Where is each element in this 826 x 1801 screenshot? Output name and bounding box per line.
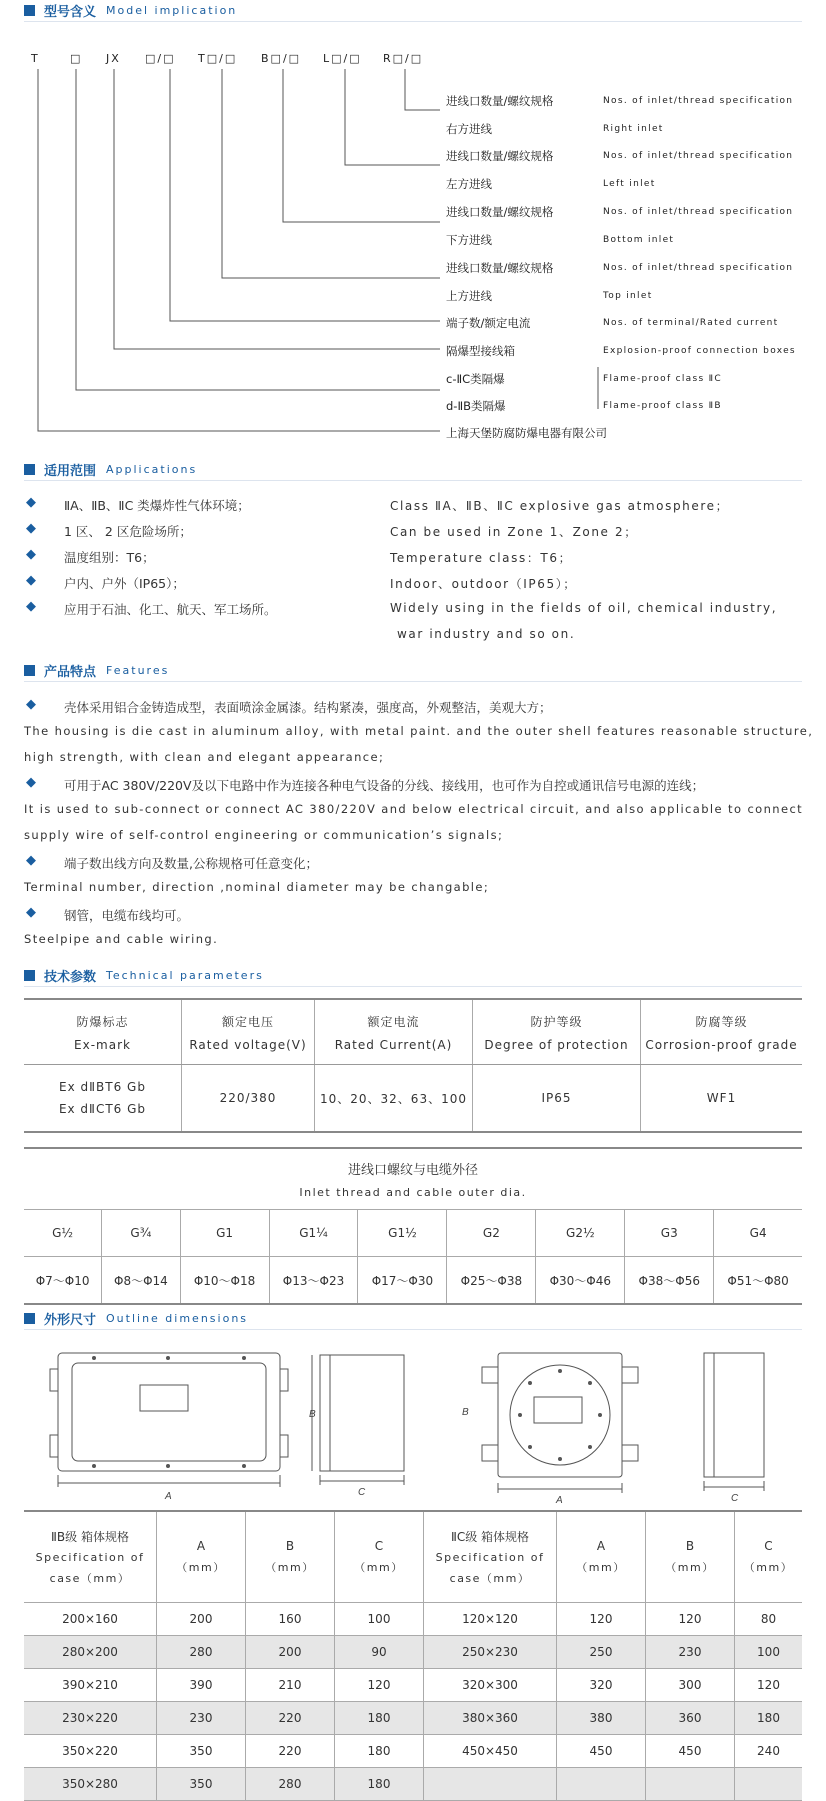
diamond-bullet-icon: ◆ — [26, 521, 36, 536]
model-desc-en: Flame-proof class ⅡC — [603, 374, 722, 384]
dia-cell: Φ51～Φ80 — [714, 1257, 802, 1305]
model-code: B□/□ — [261, 52, 302, 65]
cell: 450 — [646, 1735, 735, 1768]
header-b: B （mm） — [646, 1511, 735, 1603]
model-desc-cn: c-ⅡC类隔爆 — [446, 372, 505, 386]
feature-en: supply wire of self-control engineering or communication’s signals; — [24, 828, 504, 842]
diamond-bullet-icon: ◆ — [26, 573, 36, 588]
cell: 390 — [157, 1669, 246, 1702]
divider — [24, 681, 802, 682]
outline-drawings — [0, 1335, 826, 1505]
header-a: A （mm） — [157, 1511, 246, 1603]
header-c: C （mm） — [335, 1511, 424, 1603]
model-desc-cn: 下方进线 — [446, 233, 492, 247]
cell: 250 — [557, 1636, 646, 1669]
model-desc-en: Top inlet — [603, 291, 653, 301]
thread-cell: G¾ — [102, 1210, 180, 1257]
dia-cell: Φ25～Φ38 — [447, 1257, 536, 1305]
section-dims-header — [24, 1309, 248, 1327]
header-cn: 额定电压 — [221, 1014, 274, 1029]
dia-cell: Φ13～Φ23 — [269, 1257, 358, 1305]
cell: 360 — [646, 1702, 735, 1735]
section-features-header — [24, 661, 169, 679]
model-desc-company: 上海天堡防腐防爆电器有限公司 — [446, 426, 607, 440]
cell: 80 — [735, 1603, 803, 1636]
model-desc-cn: 右方进线 — [446, 122, 492, 136]
thread-cell: G2½ — [536, 1210, 625, 1257]
model-code: JX — [106, 52, 121, 65]
model-desc-cn: 进线口数量/螺纹规格 — [446, 261, 554, 275]
cell: 220 — [246, 1702, 335, 1735]
cell: 120 — [335, 1669, 424, 1702]
label-a: A — [165, 1491, 172, 1502]
table-header-cell — [182, 999, 315, 1065]
model-desc-en: Nos. of terminal/Rated current — [603, 318, 779, 328]
cell: 230 — [646, 1636, 735, 1669]
cell: 180 — [735, 1702, 803, 1735]
cell: 320×300 — [424, 1669, 557, 1702]
header-cn: 防护等级 — [530, 1014, 583, 1029]
thread-row — [24, 1210, 802, 1257]
header-en: Rated Current(A) — [334, 1037, 453, 1052]
dia-row — [24, 1257, 802, 1305]
table-header-cell — [315, 999, 473, 1065]
feature-cn: 端子数出线方向及数量,公称规格可任意变化； — [64, 856, 318, 871]
header-a: A （mm） — [557, 1511, 646, 1603]
voltage-cell: 220/380 — [182, 1065, 315, 1133]
header-cn: 防爆标志 — [76, 1014, 129, 1029]
section-title-cn: 适用范围 — [44, 463, 97, 479]
application-en: Class ⅡA、ⅡB、ⅡC explosive gas atmosphere； — [390, 499, 730, 513]
model-desc-en: Nos. of inlet/thread specification — [603, 263, 794, 273]
header-en: Ex-mark — [74, 1037, 131, 1052]
label-c: C — [731, 1493, 739, 1504]
thread-title-en: Inlet thread and cable outer dia. — [299, 1186, 527, 1199]
thread-cell: G1½ — [358, 1210, 447, 1257]
divider — [24, 480, 802, 481]
cell: 450 — [557, 1735, 646, 1768]
cell: 220 — [246, 1735, 335, 1768]
cell: 450×450 — [424, 1735, 557, 1768]
diamond-bullet-icon: ◆ — [26, 599, 36, 614]
model-desc-en: Nos. of inlet/thread specification — [603, 151, 794, 161]
application-en: Temperature class：T6； — [390, 551, 573, 565]
section-title-cn: 技术参数 — [44, 969, 97, 985]
model-code: R□/□ — [383, 52, 424, 65]
protection-cell: IP65 — [473, 1065, 641, 1133]
header-cn: 防腐等级 — [695, 1014, 748, 1029]
thread-cell: G½ — [24, 1210, 102, 1257]
header-en: Degree of protection — [484, 1037, 629, 1052]
current-cell: 10、20、32、63、100 — [315, 1065, 473, 1133]
feature-en: Steelpipe and cable wiring. — [24, 932, 219, 946]
label-c: C — [358, 1487, 366, 1498]
thread-cell: G4 — [714, 1210, 802, 1257]
exmark-cell — [24, 1065, 182, 1133]
cell: 350×280 — [24, 1768, 157, 1801]
section-title-cn: 型号含义 — [44, 4, 97, 20]
cell: 100 — [335, 1603, 424, 1636]
table-row — [24, 1768, 802, 1801]
section-tech-header — [24, 966, 264, 984]
section-title-cn: 外形尺寸 — [44, 1312, 97, 1328]
diamond-bullet-icon: ◆ — [26, 547, 36, 562]
thread-table — [24, 1147, 802, 1305]
application-en-cont: war industry and so on. — [397, 627, 576, 641]
model-desc-en: Left inlet — [603, 179, 656, 189]
corrosion-cell: WF1 — [641, 1065, 803, 1133]
model-desc-en: Right inlet — [603, 124, 664, 134]
cell: 160 — [246, 1603, 335, 1636]
model-code: □ — [70, 52, 83, 65]
cell: 320 — [557, 1669, 646, 1702]
model-desc-cn: 进线口数量/螺纹规格 — [446, 205, 554, 219]
section-square-icon — [24, 970, 35, 981]
model-desc-cn: 上方进线 — [446, 289, 492, 303]
cell: 180 — [335, 1702, 424, 1735]
header-b: B （mm） — [246, 1511, 335, 1603]
model-desc-cn: 进线口数量/螺纹规格 — [446, 94, 554, 108]
cell: 350 — [157, 1735, 246, 1768]
model-desc-cn: 隔爆型接线箱 — [446, 344, 515, 358]
table-header-cell — [24, 999, 182, 1065]
cell — [424, 1768, 557, 1801]
exmark: Ex dⅡCT6 Gb — [58, 1102, 147, 1116]
exmark: Ex dⅡBT6 Gb — [59, 1080, 146, 1094]
header-c: C （mm） — [735, 1511, 803, 1603]
cell: 300 — [646, 1669, 735, 1702]
section-applications-header — [24, 460, 197, 478]
section-square-icon — [24, 464, 35, 475]
application-en: Indoor、outdoor（IP65）； — [390, 577, 577, 591]
label-b: B — [462, 1407, 469, 1418]
thread-cell: G2 — [447, 1210, 536, 1257]
table-row — [24, 1702, 802, 1735]
cell: 180 — [335, 1735, 424, 1768]
application-cn: ⅡA、ⅡB、ⅡC 类爆炸性气体环境； — [64, 498, 250, 513]
feature-en: The housing is die cast in aluminum alloy, with metal paint. and the outer shell features reasonable structure, — [24, 724, 814, 738]
model-desc-cn: 端子数/额定电流 — [446, 316, 531, 330]
model-desc-en: Explosion-proof connection boxes — [603, 346, 796, 356]
application-en: Widely using in the fields of oil, chemical industry, — [390, 601, 778, 615]
feature-en: Terminal number, direction ,nominal diameter may be changable; — [24, 880, 490, 894]
cell: 280 — [246, 1768, 335, 1801]
application-cn: 户内、户外（IP65）； — [64, 576, 185, 591]
cell: 240 — [735, 1735, 803, 1768]
cell: 280×200 — [24, 1636, 157, 1669]
table-row — [24, 1636, 802, 1669]
thread-title-cn: 进线口螺纹与电缆外径 — [347, 1163, 478, 1178]
cell: 230×220 — [24, 1702, 157, 1735]
dia-cell: Φ38～Φ56 — [625, 1257, 714, 1305]
feature-en: high strength, with clean and elegant appearance; — [24, 750, 385, 764]
diamond-bullet-icon: ◆ — [26, 495, 36, 510]
thread-cell: G1 — [180, 1210, 269, 1257]
cell: 120 — [735, 1669, 803, 1702]
feature-cn: 钢管，电缆布线均可。 — [64, 908, 190, 923]
thread-cell: G3 — [625, 1210, 714, 1257]
model-code: □/□ — [145, 52, 176, 65]
dia-cell: Φ8～Φ14 — [102, 1257, 180, 1305]
model-code: L□/□ — [323, 52, 362, 65]
feature-cn: 可用于AC 380V/220V及以下电路中作为连接各种电气设备的分线、接线用，也可作为自控或通讯信号电源的连线； — [64, 778, 705, 793]
model-code: T — [31, 52, 40, 65]
diamond-bullet-icon: ◆ — [26, 697, 36, 712]
cell: 120×120 — [424, 1603, 557, 1636]
diamond-bullet-icon: ◆ — [26, 853, 36, 868]
feature-cn: 壳体采用铝合金铸造成型，表面喷涂金属漆。结构紧凑，强度高，外观整洁，美观大方； — [64, 700, 552, 715]
cell: 90 — [335, 1636, 424, 1669]
application-en: Can be used in Zone 1、Zone 2； — [390, 525, 638, 539]
table-header-cell — [473, 999, 641, 1065]
cell: 100 — [735, 1636, 803, 1669]
cell: 350×220 — [24, 1735, 157, 1768]
cell — [735, 1768, 803, 1801]
dims-table — [24, 1510, 802, 1801]
model-desc-cn: d-ⅡB类隔爆 — [446, 399, 506, 413]
model-desc-cn: 进线口数量/螺纹规格 — [446, 149, 554, 163]
diamond-bullet-icon: ◆ — [26, 775, 36, 790]
label-a: A — [556, 1495, 563, 1505]
feature-en: It is used to sub-connect or connect AC 380/220V and below electrical circuit, and also applicable to connect — [24, 802, 804, 816]
table-row — [24, 1603, 802, 1636]
cell: 280 — [157, 1636, 246, 1669]
cell: 200×160 — [24, 1603, 157, 1636]
cell: 380×360 — [424, 1702, 557, 1735]
dia-cell: Φ10～Φ18 — [180, 1257, 269, 1305]
section-title-en: Technical parameters — [106, 968, 264, 982]
model-desc-en: Bottom inlet — [603, 235, 675, 245]
cell: 250×230 — [424, 1636, 557, 1669]
cell: 350 — [157, 1768, 246, 1801]
thread-cell: G1¼ — [269, 1210, 358, 1257]
label-b: B — [309, 1409, 316, 1420]
tech-params-table — [24, 998, 802, 1133]
cell: 120 — [646, 1603, 735, 1636]
cell: 210 — [246, 1669, 335, 1702]
cell: 390×210 — [24, 1669, 157, 1702]
table-row — [24, 1735, 802, 1768]
model-code: T□/□ — [198, 52, 238, 65]
application-cn: 温度组别：T6； — [64, 550, 155, 565]
table-header-cell — [641, 999, 803, 1065]
section-title-en: Model implication — [106, 3, 238, 17]
cell: 180 — [335, 1768, 424, 1801]
application-cn: 1 区、 2 区危险场所； — [64, 524, 192, 539]
header-spec-b: ⅡB级 箱体规格 Specification of case（mm） — [24, 1511, 157, 1603]
model-desc-en: Nos. of inlet/thread specification — [603, 96, 794, 106]
section-title-en: Features — [106, 663, 170, 677]
header-spec-c: ⅡC级 箱体规格 Specification of case（mm） — [424, 1511, 557, 1603]
header-en: Rated voltage(V) — [189, 1037, 307, 1052]
section-title-en: Outline dimensions — [106, 1311, 249, 1325]
section-square-icon — [24, 665, 35, 676]
section-title-cn: 产品特点 — [44, 664, 97, 680]
dia-cell: Φ7～Φ10 — [24, 1257, 102, 1305]
model-desc-en: Nos. of inlet/thread specification — [603, 207, 794, 217]
model-desc-en: Flame-proof class ⅡB — [603, 401, 722, 411]
cell — [557, 1768, 646, 1801]
header-cn: 额定电流 — [367, 1014, 420, 1029]
divider — [24, 1329, 802, 1330]
dia-cell: Φ30～Φ46 — [536, 1257, 625, 1305]
cell — [646, 1768, 735, 1801]
dia-cell: Φ17～Φ30 — [358, 1257, 447, 1305]
cell: 120 — [557, 1603, 646, 1636]
cell: 230 — [157, 1702, 246, 1735]
model-desc-cn: 左方进线 — [446, 177, 492, 191]
application-cn: 应用于石油、化工、航天、军工场所。 — [64, 602, 277, 617]
cell: 200 — [246, 1636, 335, 1669]
header-en: Corrosion-proof grade — [645, 1037, 798, 1052]
table-row — [24, 1669, 802, 1702]
divider — [24, 986, 802, 987]
thread-title-cell — [24, 1148, 802, 1210]
cell: 380 — [557, 1702, 646, 1735]
section-title-en: Applications — [106, 462, 198, 476]
cell: 200 — [157, 1603, 246, 1636]
diamond-bullet-icon: ◆ — [26, 905, 36, 920]
section-square-icon — [24, 1313, 35, 1324]
